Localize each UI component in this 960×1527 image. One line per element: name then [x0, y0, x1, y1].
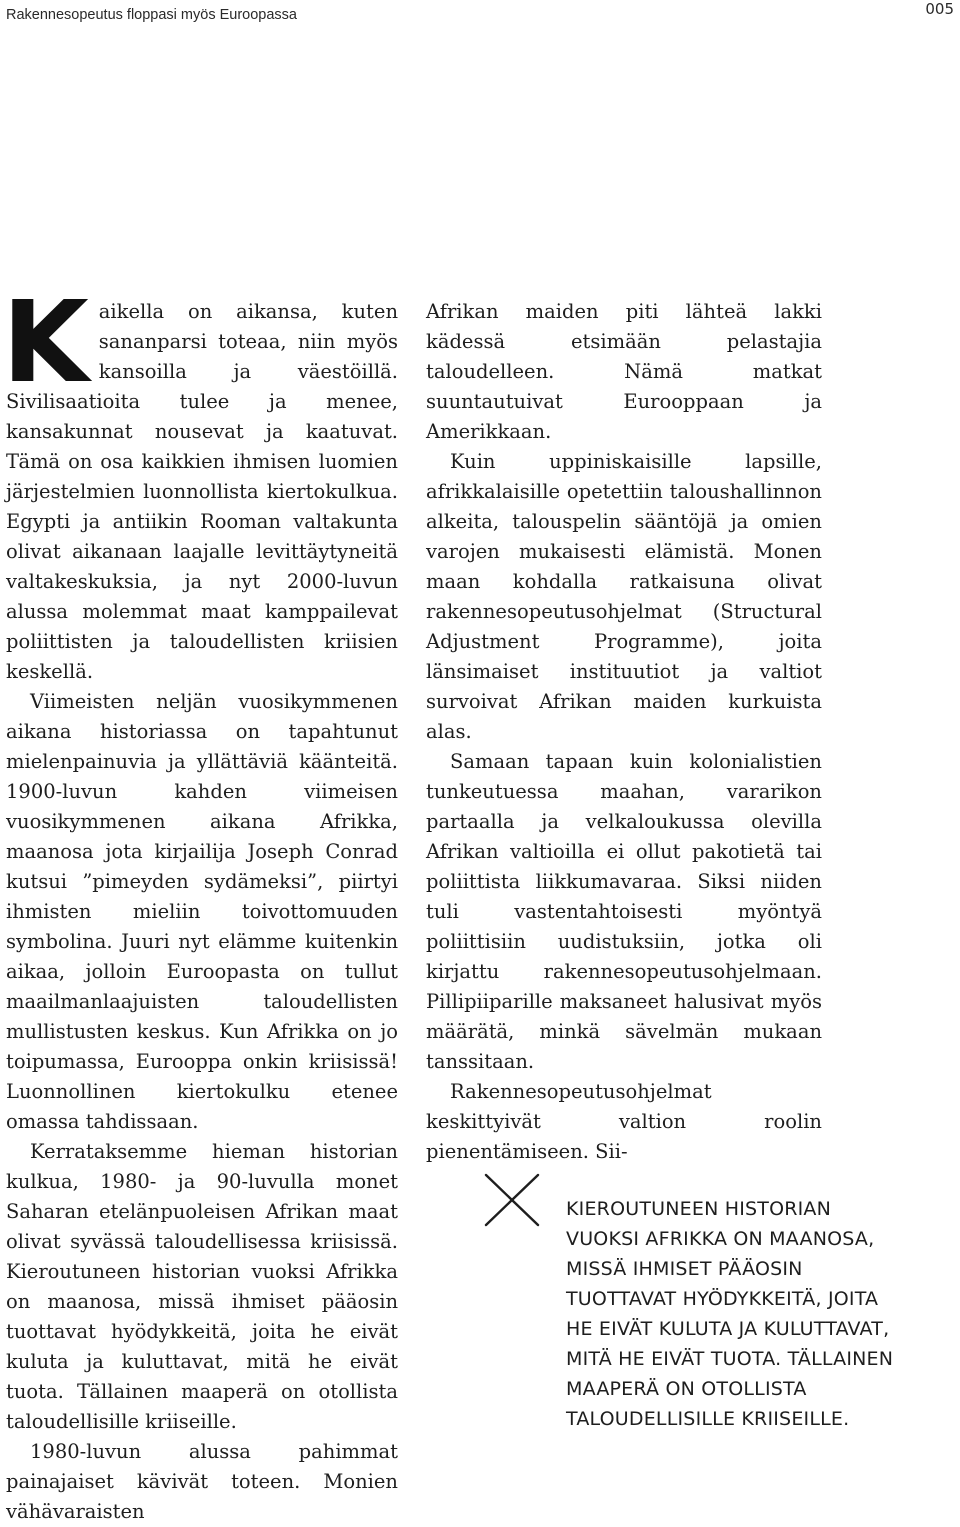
- article-paragraph-3: Kerrataksemme hieman historian kulkua, 1980- ja 90-luvulla monet Saharan etelänpuoleisen Afrikan maat olivat syvässä taloudellisessa kriisissä. Kieroutuneen historian vuoksi Afrikka on maanosa, missä ihmiset pääosin tuottavat hyödykkeitä, joita he eivät kuluta ja kuluttavat, mitä he eivät tuota. Tällainen maaperä on otollista taloudellisille kriiseille.: [6, 1140, 398, 1433]
- article-right-column: [426, 297, 822, 1167]
- page-number: 005: [925, 0, 954, 18]
- pull-quote-line: VUOKSI AFRIKKA ON MAANOSA,: [566, 1228, 875, 1250]
- pull-quote-line: MISSÄ IHMISET PÄÄOSIN: [566, 1258, 803, 1280]
- pull-quote-line: MAAPERÄ ON OTOLLISTA: [566, 1378, 807, 1400]
- pull-quote-line: TUOTTAVAT HYÖDYKKEITÄ, JOITA: [566, 1288, 879, 1310]
- article-paragraph-6: Kuin uppiniskaisille lapsille, afrikkalaisille opetettiin taloushallinnon alkeita, talouspelin sääntöjä ja omien varojen mukaisesti elämistä. Monen maan kohdalla ratkaisuna olivat rakennesopeutusohjelmat (Structural Adjustment Programme), joita länsimaiset instituutiot ja valtiot survoivat Afrikan maiden kurkuista alas.: [426, 450, 822, 743]
- article-paragraph-4: 1980-luvun alussa pahimmat painajaiset kävivät toteen. Monien vähävaraisten: [6, 1440, 398, 1523]
- pull-quote-line: TALOUDELLISILLE KRIISEILLE.: [566, 1408, 850, 1430]
- x-cross-icon: [482, 1172, 542, 1228]
- article-paragraph-5: Afrikan maiden piti lähteä lakki kädessä etsimään pelastajia taloudelleen. Nämä matkat suuntautuivat Eurooppaan ja Amerikkaan.: [426, 300, 822, 443]
- pull-quote-line: HE EIVÄT KULUTA JA KULUTTAVAT,: [566, 1318, 890, 1340]
- paragraph-text: aikella on aikansa, kuten sananparsi toteaa, niin myös kansoilla ja väestöillä. Sivilisaatioita tulee ja menee, kansakunnat nousevat ja kaatuvat. Tämä on osa kaikkien ihmisen luomien järjestelmien luonnollista kiertokulkua. Egypti ja antiikin Rooman valtakunta olivat aikanaan laajalle levittäytyneitä valtakeskuksia, ja nyt 2000-luvun alussa molemmat maat kamppailevat poliittisten ja taloudellisten kriisien keskellä.: [6, 300, 398, 683]
- pull-quote-line: MITÄ HE EIVÄT TUOTA. TÄLLAINEN: [566, 1348, 894, 1370]
- drop-cap: K: [2, 278, 89, 408]
- article-paragraph-8: Rakennesopeutusohjelmat keskittyivät valtion roolin pienentämiseen. Sii-: [426, 1080, 822, 1163]
- article-paragraph-1: [2, 278, 398, 687]
- article-paragraph-7: Samaan tapaan kuin kolonialistien tunkeutuessa maahan, vararikon partaalla ja velkaloukussa olevilla Afrikan valtioilla ei ollut pakotietä tai poliittista liikkumavaraa. Siksi niiden tuli vastentahtoisesti myöntyä poliittisiin uudistuksiin, jotka oli kirjattu rakennesopeutusohjelmaan. Pillipiiparille maksaneet halusivat myös määrätä, minkä sävelmän mukaan tanssitaan.: [426, 750, 822, 1073]
- article-left-column: [2, 278, 398, 1527]
- article-paragraph-2: Viimeisten neljän vuosikymmenen aikana historiassa on tapahtunut mielenpainuvia ja yllättäviä käänteitä. 1900-luvun kahden viimeisen vuosikymmenen aikana Afrikka, maanosa jota kirjailija Joseph Conrad kutsui ”pimeyden sydämeksi”, piirtyi ihmisten mieliin toivottomuuden symbolina. Juuri nyt elämme kuitenkin aikaa, jolloin Euroopasta on tullut maailmanlaajuisten taloudellisten mullistusten keskus. Kun Afrikka on jo toipumassa, Eurooppa onkin kriisissä! Luonnollinen kiertokulku etenee omassa tahdissaan.: [6, 690, 398, 1133]
- running-title: Rakennesopeutus floppasi myös Euroopassa: [6, 7, 297, 23]
- pull-quote: [566, 1194, 936, 1434]
- pull-quote-line: KIEROUTUNEEN HISTORIAN: [566, 1198, 832, 1220]
